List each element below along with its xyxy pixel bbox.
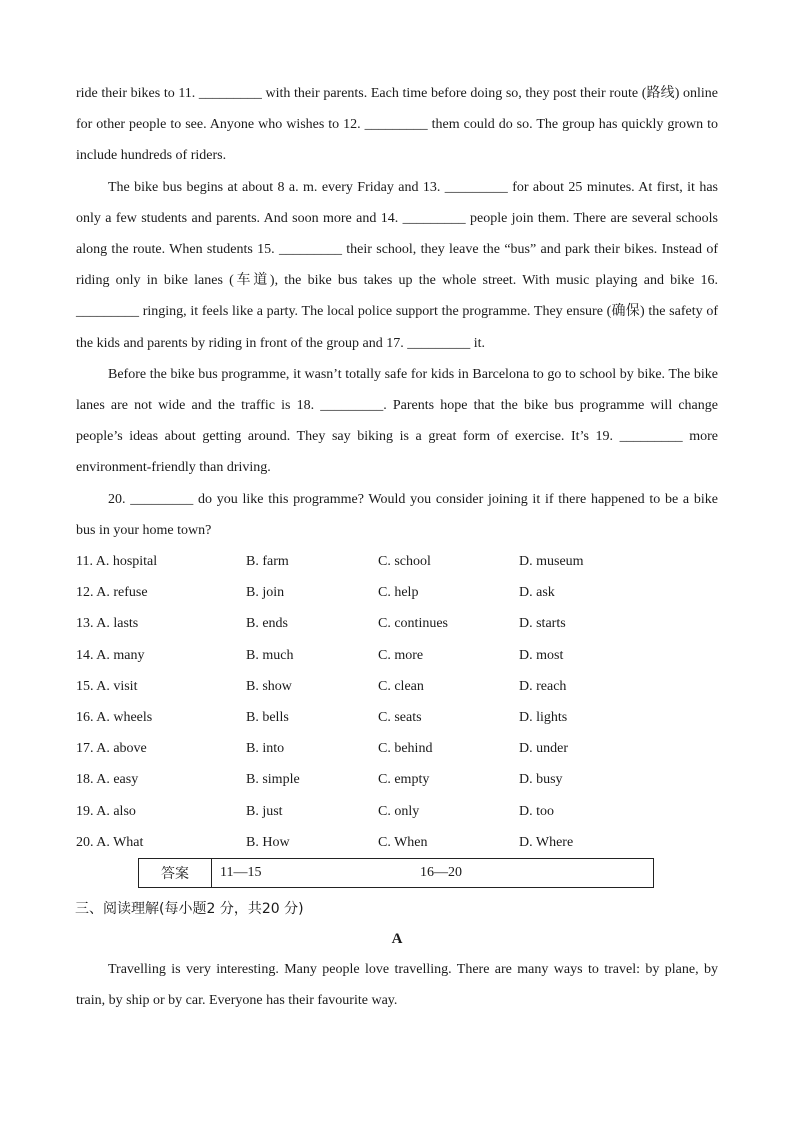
option-d: D. reach [519,678,567,694]
document-page [76,78,718,1016]
option-c: C. empty [378,772,430,788]
option-c: C. behind [378,741,433,757]
option-d: D. too [519,803,554,819]
option-b: B. farm [246,554,289,570]
option-c: C. continues [378,616,448,632]
option-row-12 [76,577,718,608]
option-d: D. museum [519,554,584,570]
option-c: C. more [378,647,424,663]
option-a: 14. A. many [76,647,145,663]
option-c: C. When [378,834,428,850]
option-row-19 [76,796,718,827]
option-row-18 [76,764,718,795]
option-c: C. school [378,554,431,570]
answer-table-label: 答案 [139,859,212,887]
passage-paragraph-2: The bike bus begins at about 8 a. m. every Friday and 13. _________ for about 25 minutes. At first, it has only a few students and parents. And soon more and 14. _________ people join them. There are several schools along the route. When students 15. _________ their school, they leave the “bus” and park their bikes. Instead of riding only in bike lanes (车道), the bike bus takes up the whole street. With music playing and bike 16. _________ ringing, it feels like a party. The local police support the programme. They ensure (确保) the safety of the kids and parents by riding in front of the group and 17. _________ it. [76,179,718,351]
option-row-17 [76,733,718,764]
option-a: 13. A. lasts [76,616,139,632]
option-b: B. show [246,678,292,694]
option-b: B. bells [246,709,289,725]
option-a: 19. A. also [76,803,136,819]
option-row-20 [76,827,718,858]
reading-passage-a-paragraph-1: Travelling is very interesting. Many people love travelling. There are many ways to travel: by plane, by train, by ship or by car. Everyone has their favourite way. [76,961,718,1009]
option-a: 18. A. easy [76,772,139,788]
option-d: D. Where [519,834,574,850]
option-a: 20. A. What [76,834,144,850]
option-b: B. How [246,834,290,850]
option-row-15 [76,671,718,702]
option-d: D. under [519,741,568,757]
option-row-16 [76,702,718,733]
option-c: C. only [378,803,420,819]
option-d: D. starts [519,616,566,632]
passage-paragraph-1: ride their bikes to 11. _________ with their parents. Each time before doing so, they post their route (路线) online for other people to see. Anyone who wishes to 12. _________ them could do so. The group has quickly grown to include hundreds of riders. [76,86,718,164]
option-d: D. lights [519,709,568,725]
option-b: B. into [246,741,285,757]
passage-paragraph-4: 20. _________ do you like this programme? Would you consider joining it if there happened to be a bike bus in your home town? [76,491,718,538]
option-d: D. busy [519,772,563,788]
option-b: B. just [246,803,283,819]
option-c: C. seats [378,709,422,725]
option-a: 11. A. hospital [76,554,158,570]
option-a: 16. A. wheels [76,709,153,725]
passage-a-heading: A [391,930,403,947]
option-c: C. clean [378,678,424,694]
option-c: C. help [378,585,419,601]
answer-range-11-15: 11—15 [220,864,262,880]
answer-range-16-20: 16—20 [420,864,462,880]
option-row-13 [76,608,718,639]
answer-table [138,858,654,888]
passage-paragraph-3: Before the bike bus programme, it wasn’t totally safe for kids in Barcelona to go to school by bike. The bike lanes are not wide and the traffic is 18. _________. Parents hope that the bike bus programme will change people’s ideas about getting around. They say biking is a great form of exercise. It’s 19. _________ more environment-friendly than driving. [76,366,718,476]
option-row-14 [76,640,718,671]
option-a: 17. A. above [76,741,147,757]
option-a: 15. A. visit [76,678,138,694]
option-a: 12. A. refuse [76,585,148,601]
option-b: B. join [246,585,285,601]
options-list [76,546,718,858]
option-d: D. most [519,647,564,663]
option-b: B. ends [246,616,288,632]
option-b: B. much [246,647,294,663]
option-row-11 [76,546,718,577]
option-d: D. ask [519,585,555,601]
option-b: B. simple [246,772,300,788]
section-title: 三、阅读理解(每小题2 分，共20 分) [75,900,304,917]
